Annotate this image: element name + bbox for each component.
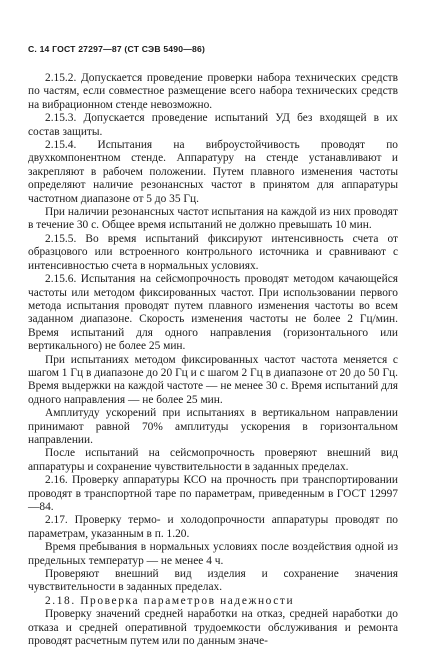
page-header: С. 14 ГОСТ 27297—87 (СТ СЭВ 5490—86) <box>28 44 206 54</box>
paragraph-2-17: 2.17. Проверку термо- и холодопрочности аппаратуры проводят по параметрам, указанным в п. 1.20. <box>28 514 398 540</box>
paragraph-exposure-time: Время пребывания в нормальных условиях после воздействия одной из предельных температур — не менее 4 ч. <box>28 541 398 567</box>
paragraph-2-15-6: 2.15.6. Испытания на сейсмопрочность проводят методом качающейся частоты или методом фиксированных частот. При использовании первого метода испытания проводят путем плавного изменения частоты во всем заданном диапазоне. Скорость изменения частоты не более 2 Гц/мин. Время испытаний для одного направления (горизонтального или вертикального) не более 25 мин. <box>28 273 398 353</box>
paragraph-after-tests: После испытаний на сейсмопрочность проверяют внешний вид аппаратуры и сохранение чувствительности в заданных пределах. <box>28 447 398 473</box>
paragraph-2-15-3: 2.15.3. Допускается проведение испытаний УД без входящей в их состав защиты. <box>28 112 398 138</box>
document-body <box>28 72 398 648</box>
paragraph-fixed-frequencies: При испытаниях методом фиксированных частот частота меняется с шагом 1 Гц в диапазоне до 20 Гц и с шагом 2 Гц в диапазоне от 20 до 50 Гц. Время выдержки на каждой частоте — не менее 30 с. Время испытаний для одного направления — не более 25 мин. <box>28 353 398 406</box>
paragraph-2-15-5: 2.15.5. Во время испытаний фиксируют интенсивность счета от образцового или встроенного контрольного источника и сравнивают с интенсивностью счета в нормальных условиях. <box>28 232 398 272</box>
paragraph-resonance: При наличии резонансных частот испытания на каждой из них проводят в течение 30 с. Общее время испытаний не должно превышать 10 мин. <box>28 206 398 232</box>
paragraph-2-15-4: 2.15.4. Испытания на виброустойчивость проводят по двухкомпонентном стенде. Аппаратуру на стенде устанавливают и закрепляют в рабочем положении. Путем плавного изменения частоты определяют наличие резонансных частот в принятом для аппаратуры частотном диапазоне от 5 до 35 Гц. <box>28 139 398 205</box>
paragraph-amplitude: Амплитуду ускорений при испытаниях в вертикальном направлении принимают равной 70% амплитуды ускорения в горизонтальном направлении. <box>28 407 398 446</box>
paragraph-visual-check: Проверяют внешний вид изделия и сохранение значения чувствительности в заданных пределах. <box>28 568 398 594</box>
paragraph-2-15-2: 2.15.2. Допускается проведение проверки набора технических средств по частям, если совместное размещение всего набора технических средств на вибрационном стенде невозможно. <box>28 72 398 111</box>
paragraph-2-16: 2.16. Проверку аппаратуры КСО на прочность при транспортировании проводят в транспортной таре по параметрам, приведенным в ГОСТ 12997—84. <box>28 474 398 513</box>
paragraph-reliability-check: Проверку значений средней наработки на отказ, средней наработки до отказа и средней оперативной трудоемкости обслуживания и ремонта проводят расчетным путем или по данным значе- <box>28 608 398 648</box>
section-heading-2-18: 2.18. Проверка параметров надежности <box>45 594 295 607</box>
